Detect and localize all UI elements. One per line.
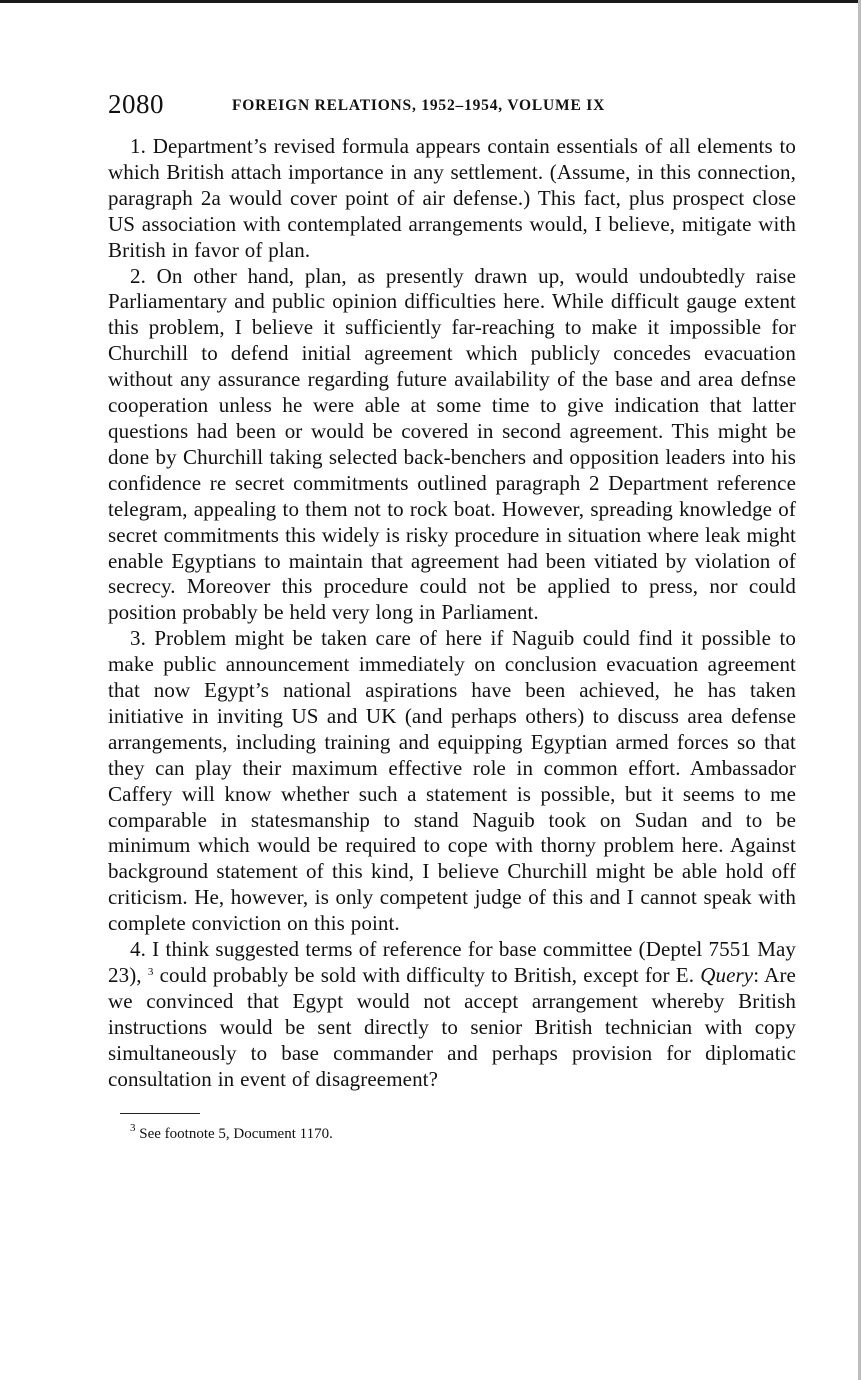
scan-top-edge xyxy=(0,0,861,3)
paragraph-4-text-b: could probably be sold with difficulty to British, except for E. xyxy=(159,963,695,987)
paragraph-4-text-a: 4. I think suggested terms of reference for base committee (Deptel 7551 May 23), xyxy=(108,937,796,987)
paragraph-3: 3. Problem might be taken care of here if Naguib could find it possible to make public announcement immediately on conclusion evacuation agreement that now Egypt’s national aspirations have been achieved, he has taken initiative in inviting US and UK (and perhaps others) to discuss area defense arrangements, including training and equipping Egyptian armed forces so that they can play their maximum effective role in common effort. Ambassador Caffery will know whether such a statement is possible, but it seems to me comparable in statesmanship to stand Naguib took on Sudan and to be minimum which would be required to cope with thorny problem here. Against background statement of this kind, I believe Churchill might be able hold off criticism. He, however, is only competent judge of this and I cannot speak with complete conviction on this point. xyxy=(108,626,796,936)
running-title: FOREIGN RELATIONS, 1952–1954, VOLUME IX xyxy=(232,97,606,114)
footnote xyxy=(130,1121,796,1144)
footnote-rule xyxy=(120,1113,200,1114)
body-text xyxy=(108,134,796,1093)
paragraph-2: 2. On other hand, plan, as presently drawn up, would undoubtedly raise Parliamentary and public opinion difficulties here. While difficult gauge extent this problem, I believe it sufficiently far-reaching to make it impossible for Churchill to defend initial agreement which publicly concedes evacuation without any assurance regarding future availability of the base and area defnse cooperation unless he were able at some time to give indication that latter questions had been or would be covered in second agreement. This might be done by Churchill taking selected back-benchers and opposition leaders into his confidence re secret commitments outlined paragraph 2 Department reference telegram, appealing to them not to rock boat. However, spreading knowledge of secret commitments this widely is risky procedure in situation where leak might enable Egyptians to maintain that agreement had been vitiated by violation of secrecy. Moreover this procedure could not be applied to press, nor could position probably be held very long in Parliament. xyxy=(108,263,796,625)
footnote-text: See footnote 5, Document 1170. xyxy=(139,1125,333,1142)
footnote-reference: 3 xyxy=(147,966,154,978)
running-head xyxy=(108,88,796,128)
document-page xyxy=(108,88,796,1144)
paragraph-1: 1. Department’s revised formula appears contain essentials of all elements to which British attach importance in any settlement. (Assume, in this connection, paragraph 2a would cover point of air defense.) This fact, plus prospect close US association with contemplated arrangements would, I believe, mitigate with British in favor of plan. xyxy=(108,134,796,262)
paragraph-4-text-c: : Are we convinced that Egypt would not accept arrangement whereby British instructions would be sent directly to senior British technician with copy simultaneously to base commander and perhaps provision for diplomatic consultation in event of disagreement? xyxy=(108,963,796,1091)
page-number: 2080 xyxy=(108,89,164,119)
footnote-marker: 3 xyxy=(130,1121,136,1134)
paragraph-4 xyxy=(108,937,796,1092)
query-emphasis: Query xyxy=(700,963,754,987)
